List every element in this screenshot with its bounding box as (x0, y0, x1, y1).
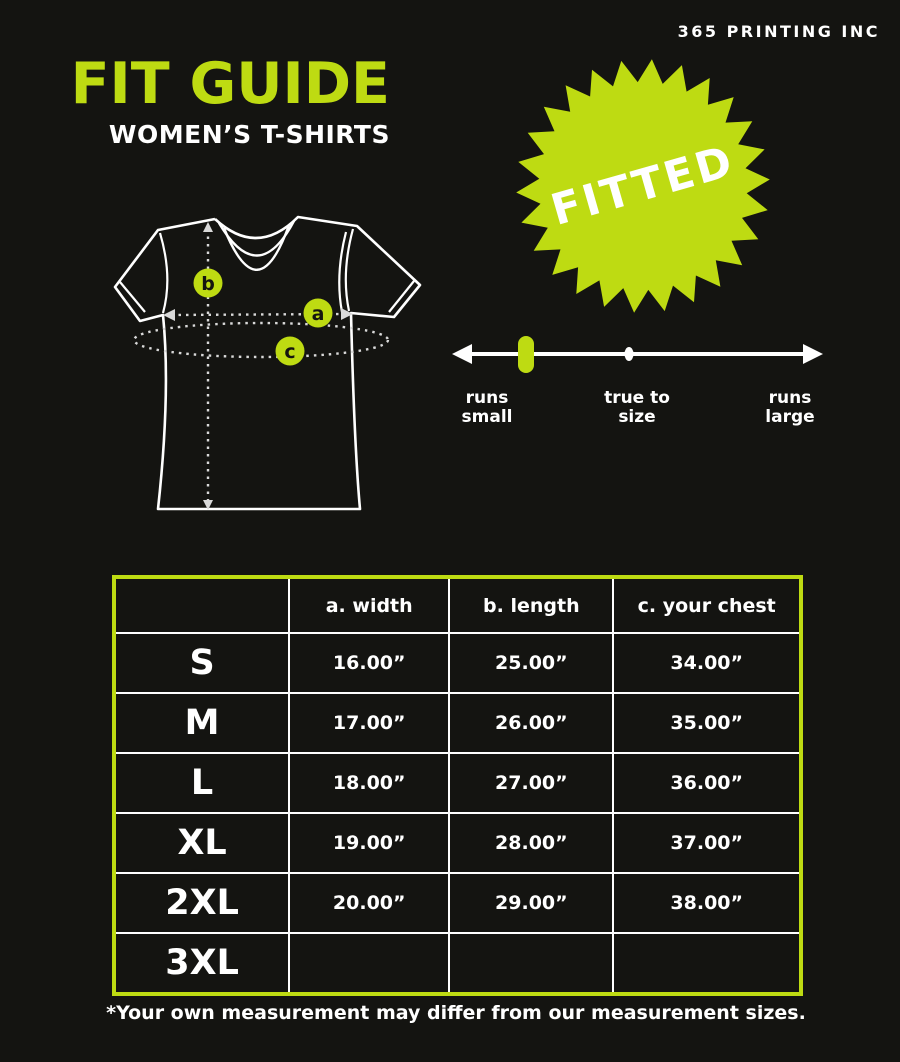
width-cell: 16.00” (289, 633, 449, 693)
tshirt-outline-icon (115, 217, 420, 509)
badge-label: FITTED (545, 136, 741, 236)
scale-label-line: runs (768, 388, 812, 408)
width-cell (289, 933, 449, 994)
size-table-wrap (112, 575, 803, 996)
page-subtitle: WOMEN’S T-SHIRTS (108, 120, 390, 149)
size-cell: XL (114, 813, 289, 873)
marker-a-label: a (311, 303, 325, 325)
fitted-badge (513, 56, 773, 316)
chest-measure-ellipse (134, 323, 388, 357)
table-row (114, 873, 801, 933)
table-row (114, 633, 801, 693)
header-cell-width: a. width (289, 577, 449, 633)
width-cell: 18.00” (289, 753, 449, 813)
scale-label-line: runs (465, 388, 509, 408)
arrow-right-icon (803, 344, 823, 364)
marker-b-label: b (201, 273, 215, 295)
length-cell: 28.00” (449, 813, 613, 873)
width-cell: 19.00” (289, 813, 449, 873)
sleeve-seam (160, 233, 167, 313)
size-cell: L (114, 753, 289, 813)
marker-c (276, 337, 305, 366)
chest-cell (613, 933, 801, 994)
page-title: FIT GUIDE (70, 51, 390, 117)
center-tick-dot (625, 347, 634, 361)
arrow-up-icon (203, 222, 213, 232)
tshirt-diagram (95, 195, 435, 525)
size-cell: M (114, 693, 289, 753)
marker-b (194, 269, 223, 298)
marker-a (304, 299, 333, 328)
title-block (40, 51, 390, 149)
header-cell-size (114, 577, 289, 633)
length-cell: 27.00” (449, 753, 613, 813)
chest-cell: 34.00” (613, 633, 801, 693)
scale-label-true-to-size (604, 389, 670, 427)
scale-marker (518, 336, 534, 373)
table-row (114, 753, 801, 813)
header-cell-chest: c. your chest (613, 577, 801, 633)
brand-text: 365 PRINTING INC (677, 22, 880, 41)
length-cell: 26.00” (449, 693, 613, 753)
length-cell: 29.00” (449, 873, 613, 933)
table-header-row (114, 577, 801, 633)
header-cell-length: b. length (449, 577, 613, 633)
size-table (112, 575, 803, 996)
scale-label-line: true to (604, 388, 670, 408)
marker-c-label: c (284, 341, 296, 363)
sleeve-seam (346, 229, 353, 311)
footnote: *Your own measurement may differ from our measurement sizes. (106, 1002, 806, 1024)
scale-label-runs-small (462, 389, 513, 427)
chest-cell: 36.00” (613, 753, 801, 813)
arrow-left-icon (163, 309, 175, 321)
scale-label-line: small (461, 407, 513, 428)
arrow-left-icon (452, 344, 472, 364)
length-cell: 25.00” (449, 633, 613, 693)
scale-label-line: size (618, 407, 656, 428)
fit-scale-axis (450, 325, 840, 385)
scale-label-line: large (765, 407, 815, 428)
size-cell: 3XL (114, 933, 289, 994)
width-cell: 20.00” (289, 873, 449, 933)
chest-cell: 38.00” (613, 873, 801, 933)
size-cell: S (114, 633, 289, 693)
width-cell: 17.00” (289, 693, 449, 753)
table-row (114, 933, 801, 994)
chest-cell: 37.00” (613, 813, 801, 873)
fit-scale (450, 325, 840, 435)
scale-label-runs-large (765, 389, 814, 427)
chest-cell: 35.00” (613, 693, 801, 753)
length-cell (449, 933, 613, 994)
table-row (114, 693, 801, 753)
table-row (114, 813, 801, 873)
size-cell: 2XL (114, 873, 289, 933)
